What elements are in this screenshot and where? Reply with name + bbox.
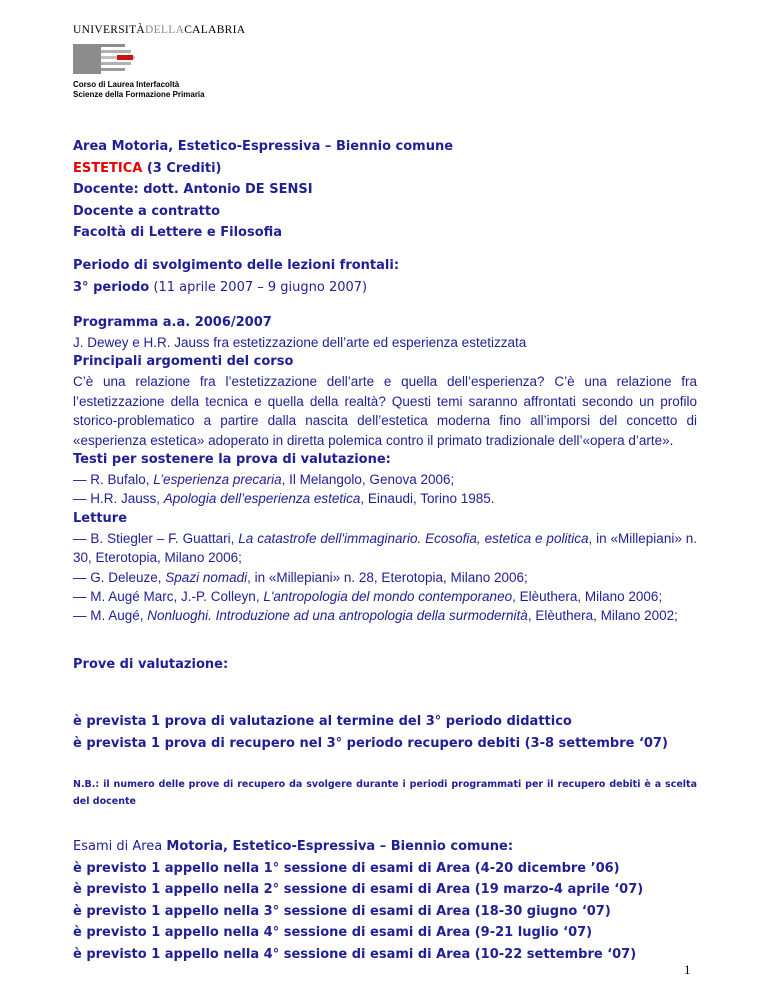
course-title: [73, 158, 453, 180]
reading-item: — M. Augé Marc, J.-P. Colleyn, L'antropologia del mondo contemporaneo, Elèuthera, Milano 2006;: [73, 589, 663, 605]
degree-course: [73, 80, 205, 99]
readings-heading: Letture: [73, 510, 128, 526]
exam-row: è previsto 1 appello nella 4° sessione di esami di Area (10-22 settembre ‘07): [73, 946, 637, 962]
evaluation-line: è prevista 1 prova di valutazione al termine del 3° periodo didattico: [73, 714, 572, 729]
topics-heading: Principali argomenti del corso: [73, 354, 294, 370]
text-item: — R. Bufalo, L’esperienza precaria, Il Melangolo, Genova 2006;: [73, 472, 455, 488]
program-title: J. Dewey e H.R. Jauss fra estetizzazione dell’arte ed esperienza estetizzata: [73, 335, 527, 350]
topics-text: C’è una relazione fra l’estetizzazione dell’arte e quella dell’esperienza? C’è una relazione fra l’estetizzazione della tecnica e quella della realtà? Questi temi saranno affrontati secondo un profilo storico-problematico a partire dalla nascita dell’estetica moderna fino all’imporsi del concetto di «esperienza estetica» adoperato in diretta polemica contro il primato tradizionale dell’«opera d’arte».: [73, 374, 697, 448]
course-credits: (3 Crediti): [142, 160, 222, 176]
exam-row: è previsto 1 appello nella 4° sessione di esami di Area (9-21 luglio ‘07): [73, 925, 593, 940]
evaluation-note: N.B.: il numero delle prove di recupero da svolgere durante i periodi programmati per il recupero debiti è a scelta del docente: [73, 779, 697, 807]
texts-heading: Testi per sostenere la prova di valutazione:: [73, 452, 391, 468]
period-label: 3° periodo: [73, 279, 150, 295]
period-heading: Periodo di svolgimento delle lezioni frontali:: [73, 258, 400, 273]
course-name: ESTETICA: [73, 160, 143, 176]
exam-row: è previsto 1 appello nella 1° sessione di esami di Area (4-20 dicembre ’06): [73, 860, 620, 876]
evaluation-heading: Prove di valutazione:: [73, 657, 229, 672]
lesson-period: [73, 255, 399, 298]
exam-row: è previsto 1 appello nella 2° sessione di esami di Area (19 marzo-4 aprile ‘07): [73, 882, 644, 897]
course-teacher: Docente: dott. Antonio DE SENSI: [73, 182, 313, 197]
program-heading: Programma a.a. 2006/2007: [73, 315, 272, 330]
faculty: Facoltà di Lettere e Filosofia: [73, 225, 283, 240]
reading-item: — B. Stiegler – F. Guattari, La catastrofe dell'immaginario. Ecosofia, estetica e politica, in «Millepiani» n. 30, Eterotopia, Milano 2006;: [73, 530, 697, 566]
evaluation-details: [73, 711, 697, 754]
course-area: Area Motoria, Estetico-Espressiva – Biennio comune: [73, 139, 454, 154]
text-item: — H.R. Jauss, Apologia dell’esperienza estetica, Einaudi, Torino 1985.: [73, 491, 495, 507]
university-name: UNIVERSITÀDELLACALABRIA: [73, 24, 246, 36]
university-logo: [73, 44, 135, 74]
program-section: [73, 313, 697, 626]
exam-row: è previsto 1 appello nella 3° sessione di esami di Area (18-30 giugno ‘07): [73, 903, 611, 919]
reading-item: — G. Deleuze, Spazi nomadi, in «Millepiani» n. 28, Eterotopia, Milano 2006;: [73, 569, 528, 585]
period-dates: (11 aprile 2007 – 9 giugno 2007): [149, 279, 368, 295]
exams-heading: Esami di Area Motoria, Estetico-Espressiva – Biennio comune:: [73, 839, 514, 854]
evaluation-line: è prevista 1 prova di recupero nel 3° periodo recupero debiti (3-8 settembre ‘07): [73, 735, 668, 751]
exams-section: [73, 836, 643, 965]
reading-item: — M. Augé, Nonluoghi. Introduzione ad una antropologia della surmodernità, Elèuthera, Milano 2002;: [73, 608, 678, 624]
teacher-type: Docente a contratto: [73, 203, 221, 219]
degree-course-line1: Corso di Laurea Interfacoltà: [73, 80, 180, 89]
course-header: [73, 136, 453, 244]
page-number: 1: [684, 962, 691, 977]
degree-course-line2: Scienze della Formazione Primaria: [73, 89, 205, 99]
